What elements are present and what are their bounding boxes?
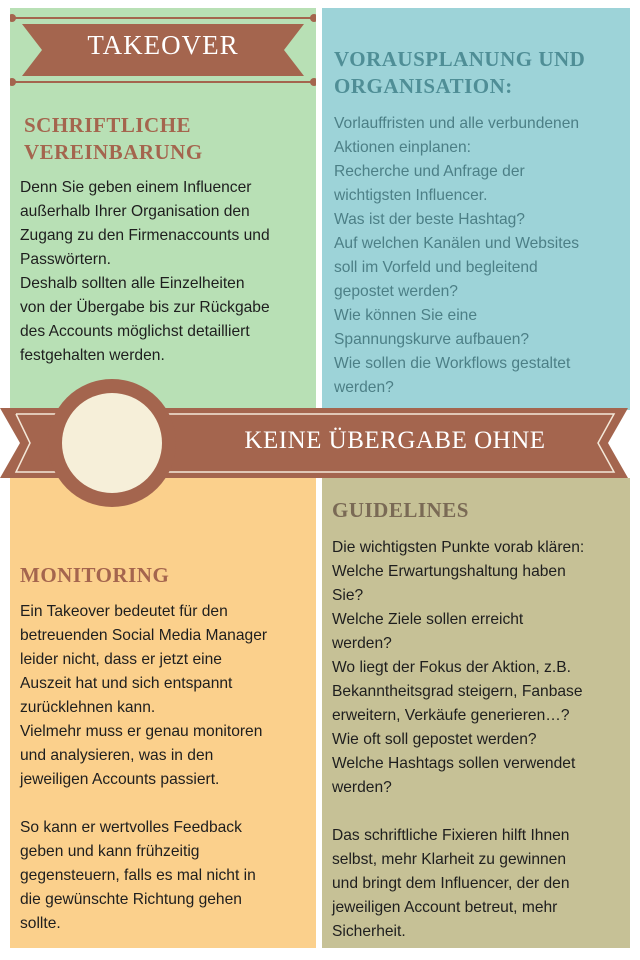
text-monitoring: Ein Takeover bedeutet für den betreuenden Social Media Manager leider nicht, dass er jetzt eine Auszeit hat und sich entspannt zurücklehnen kann. Vielmehr muss er genau monitoren und analysieren, was in den jeweiligen Accounts passiert. So kann er wertvolles Feedback geben und kann frühzeitig gegensteuern, falls es mal nicht in die gewünschte Richtung gehen sollte.: [20, 603, 268, 932]
decorative-circle: [62, 393, 162, 493]
text-vorausplanung: Vorlauffristen und alle verbundenen Aktionen einplanen: Recherche und Anfrage der wichtigsten Influencer. Was ist der beste Hashtag? Auf welchen Kanälen und Websites soll im Vorfeld und begleitend gepostet werden? Wie können Sie eine Spannungskurve aufbauen? Wie sollen die Workflows gestaltet werden?: [334, 115, 580, 396]
text-guidelines: Die wichtigsten Punkte vorab klären: Welche Erwartungshaltung haben Sie? Welche Ziele sollen erreicht werden? Wo liegt der Fokus der Aktion, z.B. Bekanntheitsgrad steigern, Fanbase erweitern, Verkäufe generieren…? Wie oft soll gepostet werden? Welche Hashtags sollen verwendet werden? Das schriftliche Fixieren hilft Ihnen selbst, mehr Klarheit zu gewinnen und bringt dem Influencer, der den jeweiligen Account betreut, mehr Sicherheit.: [332, 539, 585, 940]
heading-vorausplanung: VORAUSPLANUNG UND ORGANISATION:: [334, 47, 586, 98]
takeover-title: TAKEOVER: [87, 30, 239, 60]
middle-ribbon-title: KEINE ÜBERGABE OHNE: [244, 427, 546, 454]
text-schriftliche-vereinbarung: Denn Sie geben einem Influencer außerhalb Ihrer Organisation den Zugang zu den Firmenaccounts und Passwörtern. Deshalb sollten alle Einzelheiten von der Übergabe bis zur Rückgabe des Accounts möglichst detailliert festgehalten werden.: [20, 179, 270, 364]
heading-schriftliche-vereinbarung: SCHRIFTLICHE VEREINBARUNG: [24, 113, 203, 164]
heading-monitoring: MONITORING: [20, 563, 170, 587]
heading-guidelines: GUIDELINES: [332, 498, 469, 522]
